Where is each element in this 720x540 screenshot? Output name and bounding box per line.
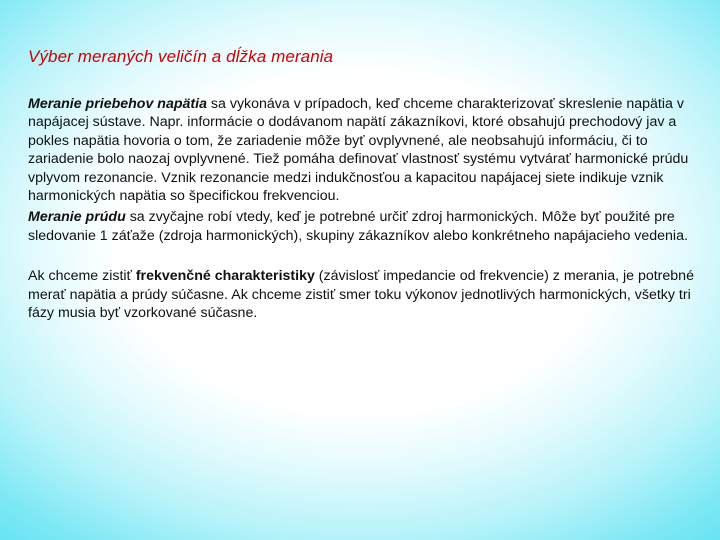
paragraph-lead: frekvenčné charakteristiky: [135, 268, 315, 285]
paragraph-text: (závislosť impedancie od frekvencie) z merania, je potrebné merať napätia a prúdy súčasne. Ak chceme zistiť smer toku výkonov jednotlivých harmonických, všetky tri fázy musia byť vzorkované súčasne.: [28, 268, 694, 322]
paragraph-pre: Ak chceme zistiť: [28, 268, 136, 285]
paragraph-text: sa vykonáva v prípadoch, keď chceme charakterizovať skreslenie napätia v napájacej sústave. Napr. informácie o dodávanom napätí zákazníkovi, ktoré obsahujú prechodový jav a pokles napätia hovoria o tom, že zariadenie môže byť ovplyvnené, ale neobsahujú informáciu, či to zariadenie bolo naozaj ovplyvnené. Tiež pomáha definovať vlastnosť systému vytvárať harmonické prúdu vplyvom rezonancie. Vznik rezonancie medzi indukčnosťou a kapacitou napájacej siete indikuje vznik harmonických napätia so špecifickou frekvenciou.: [28, 96, 689, 205]
slide-body: [28, 95, 696, 322]
paragraph-lead: Meranie priebehov napätia: [28, 96, 207, 112]
paragraph-current-measurement: [28, 208, 696, 245]
paragraph-text: sa zvyčajne robí vtedy, keď je potrebné určiť zdroj harmonických. Môže byť použité pre sledovanie 1 záťaže (zdroja harmonických), skupiny zákazníkov alebo konkrétneho napájacieho vedenia.: [28, 209, 688, 244]
paragraph-frequency-characteristics: [28, 267, 696, 322]
paragraph-lead: Meranie prúdu: [28, 209, 126, 226]
paragraph-voltage-measurement: [28, 95, 696, 205]
slide-title: Výber meraných veličín a dĺžka merania: [28, 47, 334, 66]
